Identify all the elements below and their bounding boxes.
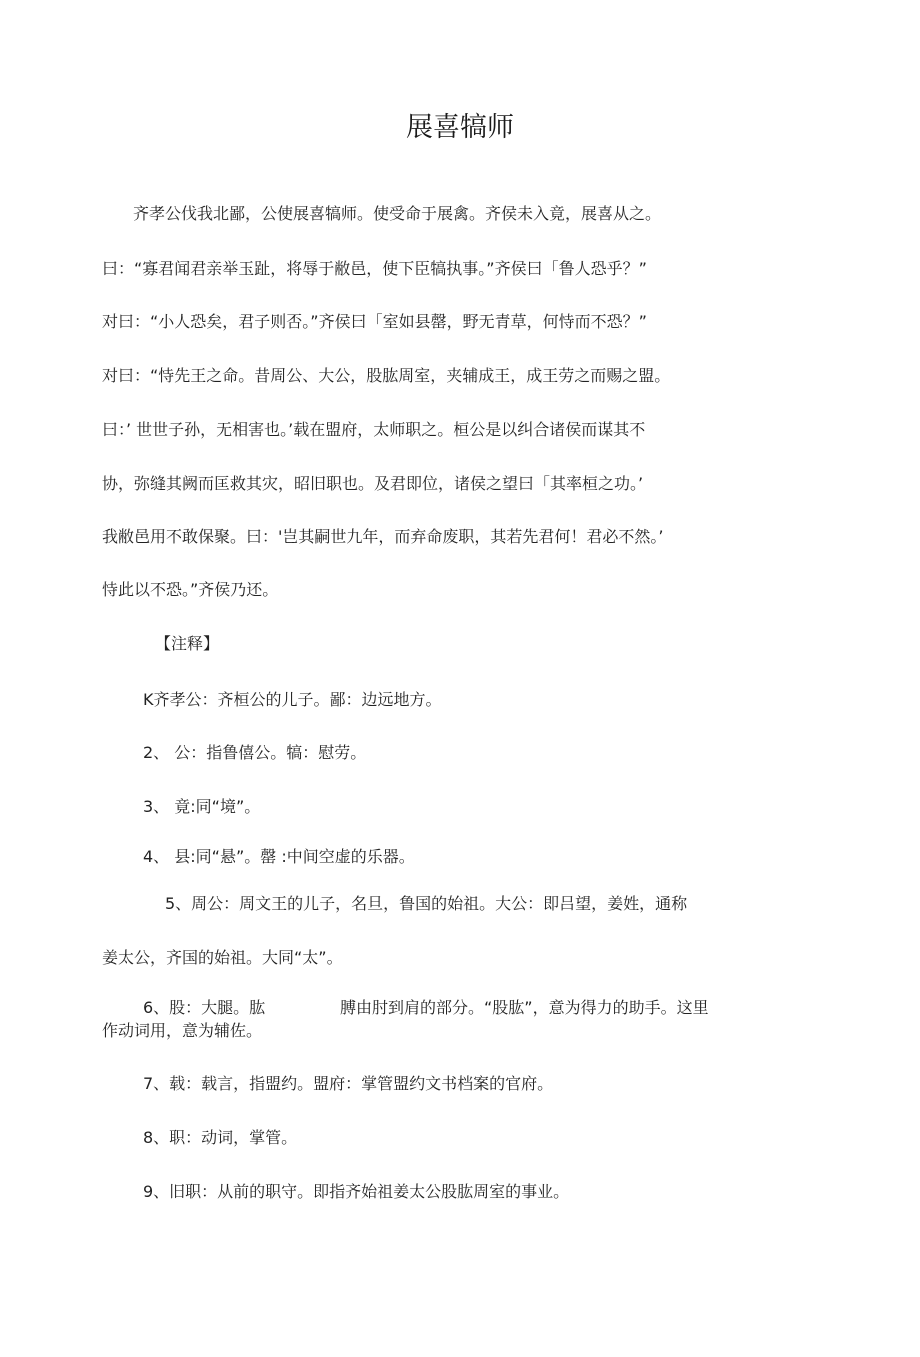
body-line: 曰：’ 世世子孙，无相害也。’载在盟府，太师职之。桓公是以纠合诸侯而谋其不 [102, 420, 646, 439]
body-line: 对曰：“恃先王之命。昔周公、大公，股肱周室，夹辅成王，成王劳之而赐之盟。 [102, 366, 671, 385]
note-item: 5、周公：周文王的儿子，名旦，鲁国的始祖。大公：即吕望，姜姓，通称 [165, 894, 688, 913]
note-item: 4、 县:同“悬”。罄 :中间空虚的乐器。 [143, 847, 415, 866]
notes-heading: 【注释】 [155, 634, 220, 653]
note-item-continued: 姜太公，齐国的始祖。大同“太”。 [102, 948, 343, 967]
body-line: 协，弥缝其阙而匡救其灾，昭旧职也。及君即位，诸侯之望曰「其率桓之功。’ [102, 474, 644, 493]
body-line: 我敝邑用不敢保聚。曰：'岂其嗣世九年，而弃命废职，其若先君何！君必不然。’ [102, 527, 664, 546]
note-item: K齐孝公：齐桓公的儿子。鄙：边远地方。 [143, 690, 442, 709]
note-item: 7、载：载言，指盟约。盟府：掌管盟约文书档案的官府。 [143, 1074, 554, 1093]
note-item: 3、 竟:同“境”。 [143, 797, 261, 816]
note-item-continued: 膊由肘到肩的部分。“股肱”，意为得力的助手。这里 [340, 998, 709, 1017]
body-line: 恃此以不恐。”齐侯乃还。 [102, 580, 279, 599]
body-line: 曰：“寡君闻君亲举玉趾，将辱于敝邑，使下臣犒执事。”齐侯曰「鲁人恐乎？” [102, 259, 647, 278]
note-item: 6、股：大腿。肱 [143, 998, 266, 1017]
document-title: 展喜犒师 [406, 112, 514, 143]
body-line: 齐孝公伐我北鄙，公使展喜犒师。使受命于展禽。齐侯未入竟，展喜从之。 [133, 204, 662, 223]
note-item: 8、职：动词，掌管。 [143, 1128, 298, 1147]
body-line: 对曰：“小人恐矣，君子则否。”齐侯曰「室如县罄，野无青草，何恃而不恐？” [102, 312, 647, 331]
note-item: 9、旧职：从前的职守。即指齐始祖姜太公股肱周室的事业。 [143, 1182, 570, 1201]
note-item: 2、 公：指鲁僖公。犒：慰劳。 [143, 743, 367, 762]
note-item-continued: 作动词用，意为辅佐。 [102, 1021, 263, 1040]
